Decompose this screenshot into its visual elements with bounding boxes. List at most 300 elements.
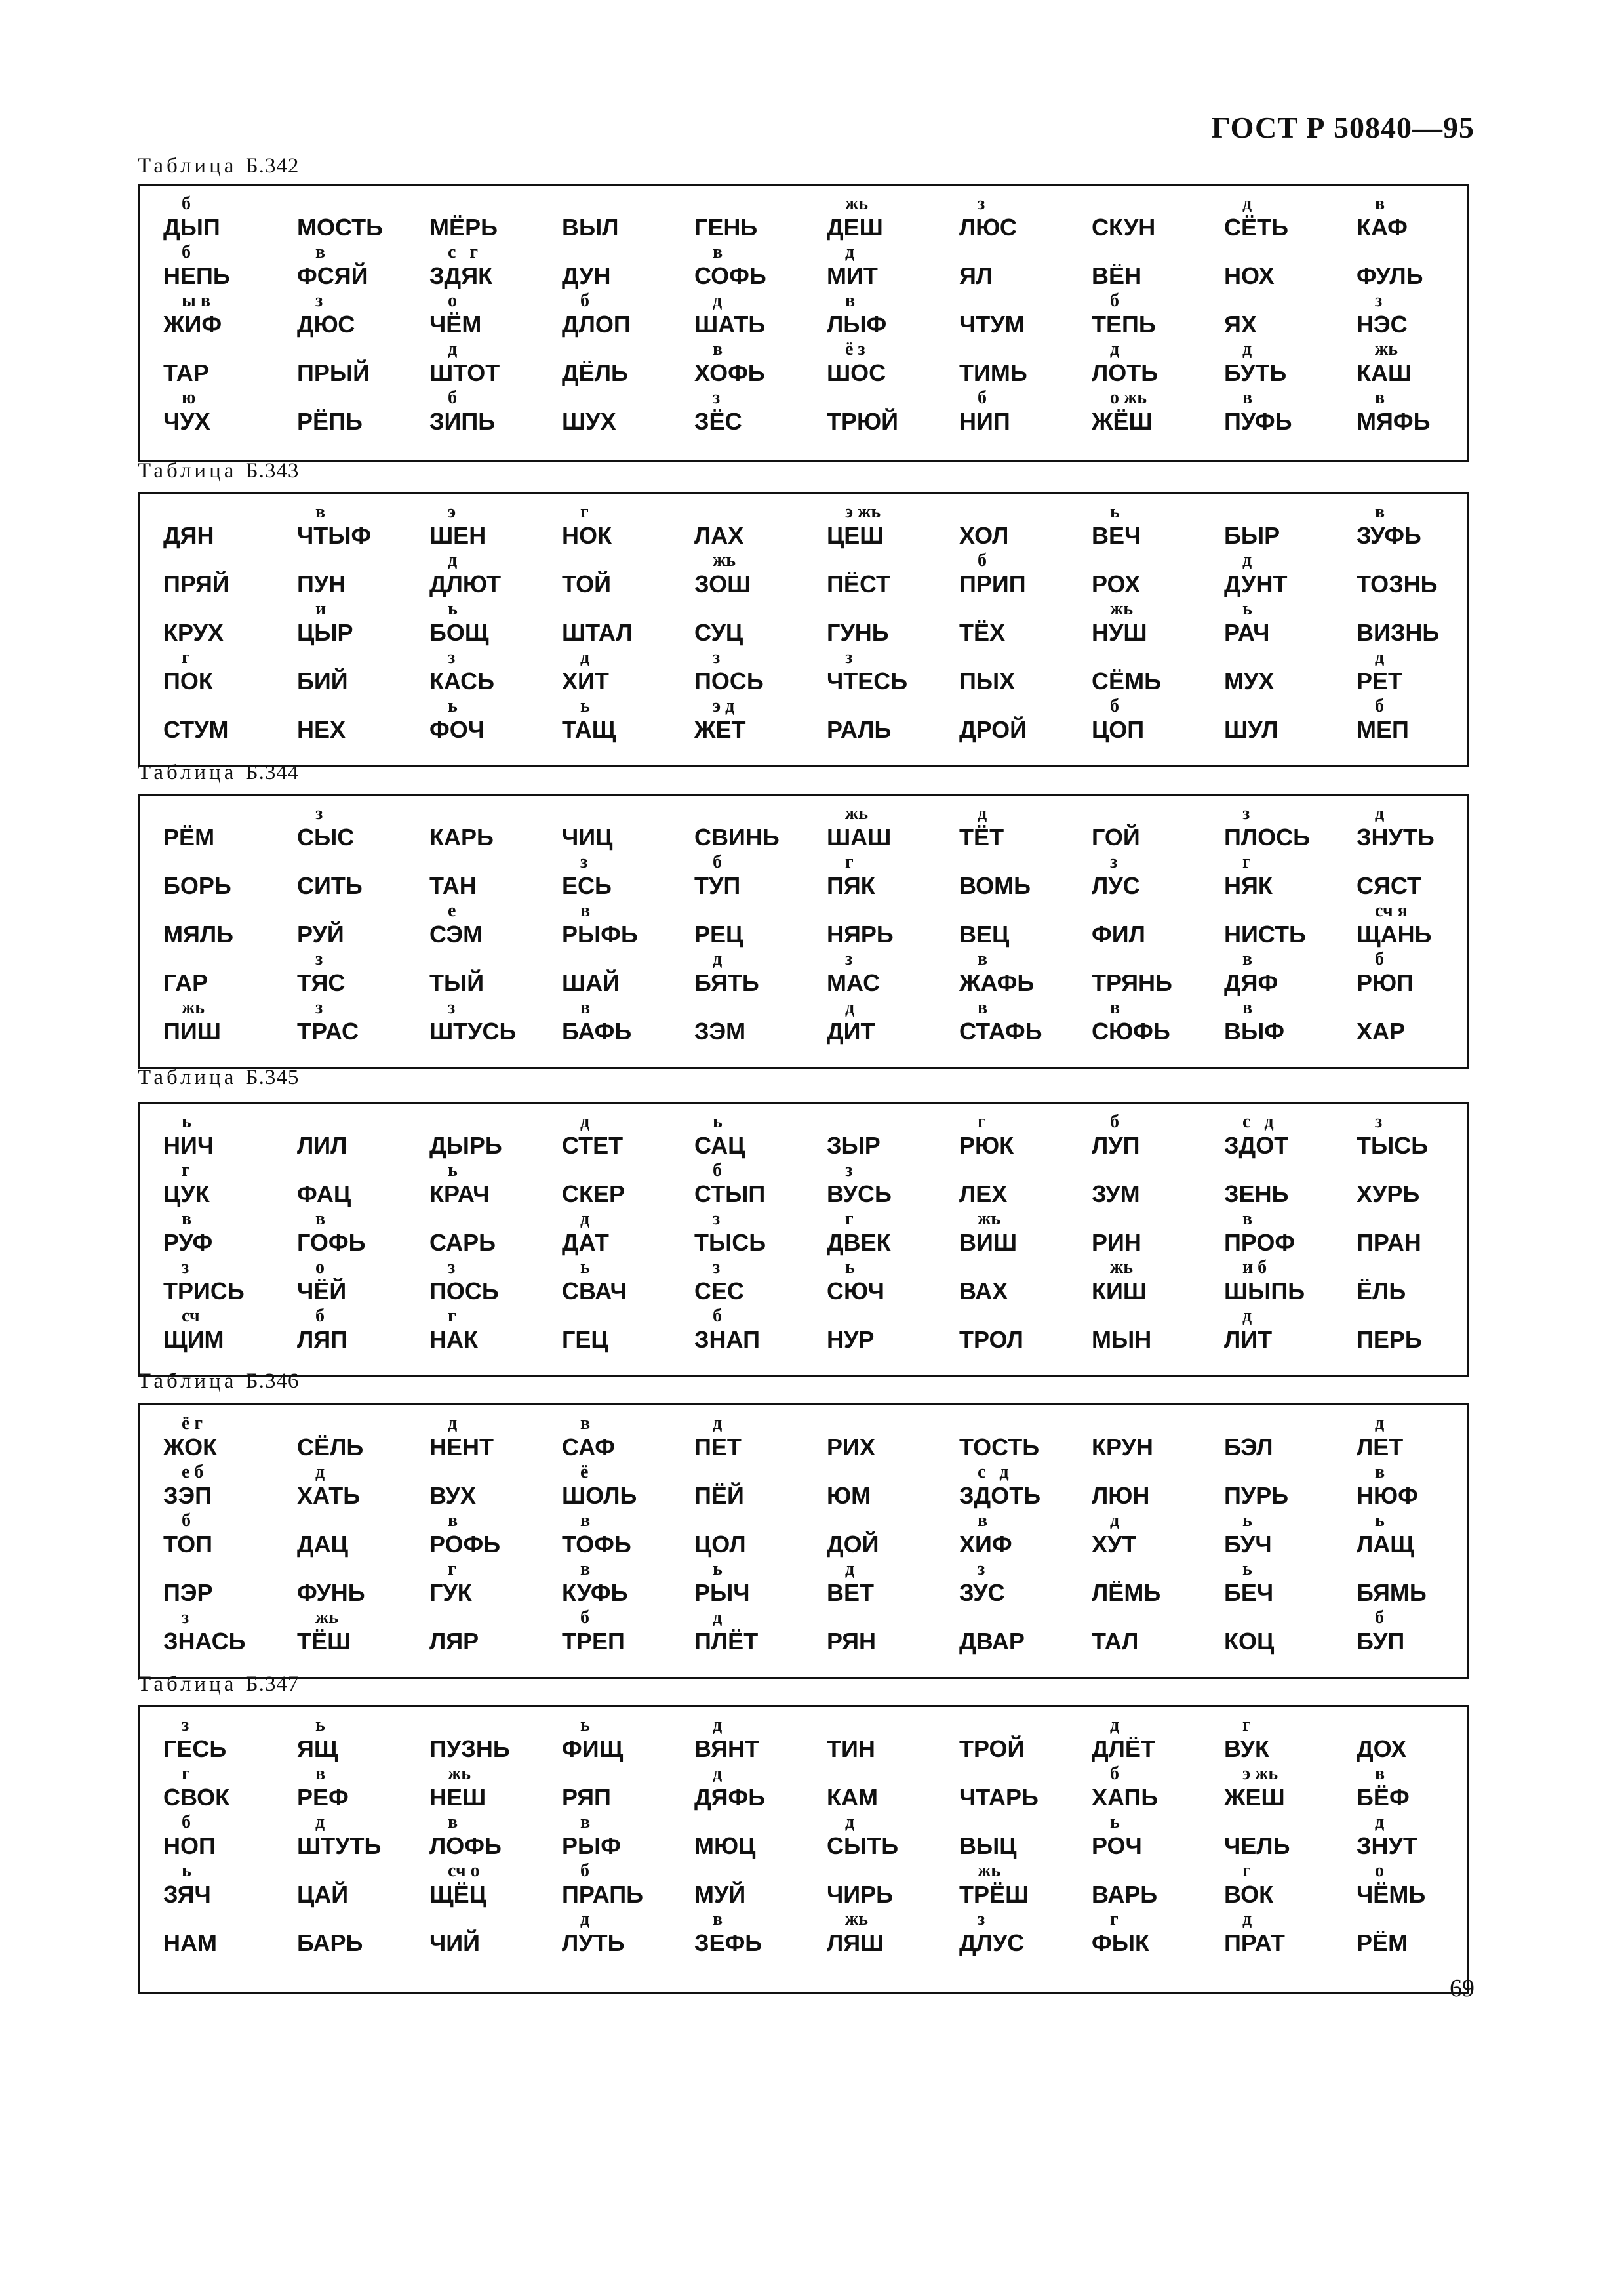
superscript-letters: ь xyxy=(1242,599,1252,619)
superscript-letters: в xyxy=(448,1510,458,1531)
syllable-word: ЛУС xyxy=(1092,872,1140,899)
syllable-cell xyxy=(815,193,948,241)
syllable-cell xyxy=(1345,852,1478,899)
superscript-letters: г xyxy=(1242,1861,1251,1881)
superscript-letters: д xyxy=(1375,803,1385,824)
superscript-letters xyxy=(1357,1559,1478,1580)
superscript-letters: з xyxy=(713,1209,721,1229)
syllable-cell xyxy=(1212,1763,1345,1811)
superscript-letters: д xyxy=(845,1812,855,1832)
syllable-cell xyxy=(285,550,418,597)
syllable-word: ТРИСЬ xyxy=(163,1278,245,1304)
syllable-word: МУХ xyxy=(1224,668,1275,695)
syllable-word: МИТ xyxy=(827,262,878,289)
syllable-table xyxy=(138,184,1469,462)
superscript-letters: д xyxy=(448,339,458,359)
superscript-letters xyxy=(959,1160,1080,1181)
superscript-letters: д xyxy=(713,1607,723,1628)
syllable-word: ПРАН xyxy=(1357,1229,1421,1256)
superscript-letters: о xyxy=(1375,1861,1384,1881)
superscript-letters: г xyxy=(182,1763,190,1784)
syllable-word: ЩЁЦ xyxy=(429,1881,487,1908)
superscript-letters: в xyxy=(713,339,723,359)
superscript-letters: в xyxy=(845,291,856,311)
syllable-word: ВЁН xyxy=(1092,262,1142,289)
syllable-cell xyxy=(1345,997,1478,1045)
syllable-cell xyxy=(151,550,285,597)
syllable-word: ПРОФ xyxy=(1224,1229,1296,1256)
syllable-word: МЯФЬ xyxy=(1357,408,1431,435)
syllable-cell xyxy=(285,803,418,851)
superscript-letters: д xyxy=(580,647,590,668)
syllable-cell xyxy=(1345,502,1478,549)
syllable-cell xyxy=(418,1209,551,1256)
syllable-word: ХУТ xyxy=(1092,1531,1137,1558)
superscript-letters: и xyxy=(315,599,327,619)
syllable-word: КОЦ xyxy=(1224,1628,1275,1655)
syllable-word: РУЙ xyxy=(297,921,344,948)
syllable-cell xyxy=(683,1715,816,1762)
superscript-letters: ь xyxy=(580,1715,590,1735)
superscript-letters: в xyxy=(315,1209,326,1229)
syllable-word: ДУН xyxy=(562,262,611,289)
syllable-word: ВЫЦ xyxy=(959,1832,1017,1859)
superscript-letters xyxy=(827,696,948,717)
syllable-cell xyxy=(285,1306,418,1353)
syllable-word: НАМ xyxy=(163,1929,217,1956)
syllable-word: ЗДОТЬ xyxy=(959,1482,1041,1509)
syllable-word: ЗЕФЬ xyxy=(694,1929,762,1956)
superscript-letters: д xyxy=(978,803,987,824)
syllable-word: ДЕШ xyxy=(827,214,883,241)
syllable-word: ЗНУТЬ xyxy=(1357,824,1435,851)
syllable-cell xyxy=(683,1257,816,1304)
syllable-word: БАФЬ xyxy=(562,1018,632,1045)
superscript-letters: в xyxy=(315,1763,326,1784)
syllable-cell xyxy=(418,502,551,549)
superscript-letters xyxy=(959,852,1080,873)
syllable-word: ДЛОП xyxy=(562,311,631,338)
superscript-letters: о xyxy=(315,1257,325,1278)
syllable-cell xyxy=(1345,193,1478,241)
superscript-letters xyxy=(1224,1160,1345,1181)
superscript-letters xyxy=(1092,900,1213,921)
superscript-letters xyxy=(959,1257,1080,1278)
syllable-word: ЗОШ xyxy=(694,571,751,597)
superscript-letters: б xyxy=(1375,1607,1384,1628)
superscript-letters: б xyxy=(448,388,457,408)
superscript-letters: з xyxy=(315,997,323,1018)
syllable-cell xyxy=(683,1209,816,1256)
syllable-cell xyxy=(1080,339,1213,386)
syllable-cell xyxy=(151,1559,285,1606)
superscript-letters: в xyxy=(182,1209,192,1229)
table-caption-number: Б.345 xyxy=(245,1066,300,1089)
table-caption xyxy=(138,459,299,483)
syllable-word: СВАЧ xyxy=(562,1278,627,1304)
syllable-cell xyxy=(418,900,551,948)
syllable-word: РЫФ xyxy=(562,1832,621,1859)
syllable-word: ЧТУМ xyxy=(959,311,1025,338)
syllable-cell xyxy=(550,502,683,549)
syllable-cell xyxy=(815,1763,948,1811)
document-header: ГОСТ Р 50840—95 xyxy=(1211,111,1475,144)
superscript-letters xyxy=(827,1413,948,1434)
syllable-cell xyxy=(285,900,418,948)
syllable-word: ГУК xyxy=(429,1579,472,1606)
superscript-letters: г xyxy=(1242,852,1251,872)
syllable-word: ТЫСЬ xyxy=(1357,1132,1429,1159)
superscript-letters: ь xyxy=(1242,1510,1252,1531)
superscript-letters xyxy=(1092,1160,1213,1181)
syllable-word: ЗНАСЬ xyxy=(163,1628,246,1655)
superscript-letters: з xyxy=(978,193,985,214)
syllable-cell xyxy=(815,997,948,1045)
superscript-letters xyxy=(827,1861,948,1882)
superscript-letters xyxy=(1224,1607,1345,1628)
syllable-word: ТОЗНЬ xyxy=(1357,571,1438,597)
syllable-cell xyxy=(683,803,816,851)
syllable-word: ПУФЬ xyxy=(1224,408,1292,435)
syllable-word: СТЕТ xyxy=(562,1132,624,1159)
syllable-cell xyxy=(1080,1861,1213,1908)
syllable-cell xyxy=(151,647,285,695)
syllable-cell xyxy=(1080,1909,1213,1956)
superscript-letters: з xyxy=(315,949,323,969)
syllable-word: СЮФЬ xyxy=(1092,1018,1170,1045)
syllable-word: ДОЙ xyxy=(827,1531,879,1558)
syllable-word: ТАН xyxy=(429,872,477,899)
syllable-cell xyxy=(151,1909,285,1956)
syllable-word: ЗДЯК xyxy=(429,262,493,289)
syllable-word: БЯТЬ xyxy=(694,969,759,996)
superscript-letters: б xyxy=(713,1160,722,1180)
syllable-cell xyxy=(418,696,551,743)
syllable-cell xyxy=(815,803,948,851)
syllable-cell xyxy=(285,1909,418,1956)
syllable-word: ЧЕЛЬ xyxy=(1224,1832,1290,1859)
syllable-word: ЦЕШ xyxy=(827,522,884,549)
superscript-letters xyxy=(959,502,1080,523)
syllable-word: ТИМЬ xyxy=(959,359,1027,386)
syllable-word: СИТЬ xyxy=(297,872,363,899)
syllable-cell xyxy=(1345,1861,1478,1908)
syllable-cell xyxy=(1212,900,1345,948)
superscript-letters: г xyxy=(978,1112,986,1132)
syllable-cell xyxy=(815,1510,948,1558)
syllable-cell xyxy=(1080,647,1213,695)
syllable-word: НОП xyxy=(163,1832,216,1859)
syllable-word: ПИШ xyxy=(163,1018,221,1045)
syllable-cell xyxy=(1080,291,1213,338)
syllable-cell xyxy=(418,242,551,289)
syllable-word: КАШ xyxy=(1357,359,1412,386)
syllable-word: СВИНЬ xyxy=(694,824,780,851)
syllable-word: ТЕПЬ xyxy=(1092,311,1156,338)
syllable-cell xyxy=(683,291,816,338)
syllable-cell xyxy=(947,193,1080,241)
superscript-letters xyxy=(1224,1462,1345,1483)
syllable-word: ТИН xyxy=(827,1735,875,1762)
syllable-word: ШТАЛ xyxy=(562,619,633,646)
syllable-cell xyxy=(151,1413,285,1460)
syllable-word: ТРЕП xyxy=(562,1628,625,1655)
syllable-word: ЧЁМЬ xyxy=(1357,1881,1426,1908)
superscript-letters: б xyxy=(978,550,987,571)
syllable-cell xyxy=(285,1763,418,1811)
syllable-cell xyxy=(550,1209,683,1256)
syllable-cell xyxy=(285,1861,418,1908)
superscript-letters: жь xyxy=(315,1607,339,1628)
syllable-word: ХОФЬ xyxy=(694,359,765,386)
syllable-word: ДЁЛЬ xyxy=(562,359,628,386)
syllable-cell xyxy=(1080,949,1213,996)
syllable-cell xyxy=(418,193,551,241)
superscript-letters: д xyxy=(1242,550,1252,571)
syllable-cell xyxy=(815,696,948,743)
superscript-letters xyxy=(1092,242,1213,263)
syllable-cell xyxy=(550,1812,683,1859)
syllable-cell xyxy=(151,1715,285,1762)
superscript-letters: жь xyxy=(1110,1257,1134,1278)
superscript-letters xyxy=(1357,1715,1478,1736)
superscript-letters xyxy=(694,1861,816,1882)
syllable-word: ВЫФ xyxy=(1224,1018,1284,1045)
syllable-cell xyxy=(683,193,816,241)
syllable-word: ДЛУС xyxy=(959,1929,1025,1956)
syllable-cell xyxy=(1080,1112,1213,1159)
syllable-word: ЛЮН xyxy=(1092,1482,1150,1509)
syllable-word: ТЁХ xyxy=(959,619,1006,646)
superscript-letters: б xyxy=(580,1861,589,1881)
syllable-word: ФУЛЬ xyxy=(1357,262,1423,289)
syllable-word: ТОЙ xyxy=(562,571,611,597)
syllable-table xyxy=(138,1403,1469,1679)
table-caption-number: Б.343 xyxy=(245,459,300,483)
syllable-cell xyxy=(550,1510,683,1558)
syllable-cell xyxy=(418,550,551,597)
syllable-word: ЛЯШ xyxy=(827,1929,884,1956)
superscript-letters xyxy=(1357,852,1478,873)
syllable-word: РЮП xyxy=(1357,969,1414,996)
syllable-word: РЁПЬ xyxy=(297,408,363,435)
superscript-letters: ь xyxy=(448,696,458,716)
syllable-cell xyxy=(550,1257,683,1304)
syllable-word: НИЧ xyxy=(163,1132,214,1159)
syllable-word: РЯН xyxy=(827,1628,876,1655)
superscript-letters: д xyxy=(448,1413,458,1434)
syllable-cell xyxy=(1345,1257,1478,1304)
syllable-cell xyxy=(683,599,816,646)
syllable-word: ВУХ xyxy=(429,1482,477,1509)
syllable-word: ЛОФЬ xyxy=(429,1832,502,1859)
superscript-letters: ё з xyxy=(845,339,865,359)
syllable-cell xyxy=(151,803,285,851)
syllable-word: ДАЦ xyxy=(297,1531,348,1558)
syllable-cell xyxy=(683,1413,816,1460)
syllable-word: ХУРЬ xyxy=(1357,1180,1420,1207)
syllable-cell xyxy=(1345,900,1478,948)
syllable-cell xyxy=(1212,1160,1345,1207)
syllable-cell xyxy=(947,1413,1080,1460)
syllable-cell xyxy=(151,1510,285,1558)
syllable-cell xyxy=(285,696,418,743)
syllable-cell xyxy=(683,1510,816,1558)
syllable-word: БОРЬ xyxy=(163,872,231,899)
superscript-letters xyxy=(562,1763,683,1784)
superscript-letters: г xyxy=(182,647,190,668)
syllable-word: ПУН xyxy=(297,571,346,597)
syllable-cell xyxy=(815,550,948,597)
syllable-word: ЛАЩ xyxy=(1357,1531,1414,1558)
syllable-cell xyxy=(1080,1462,1213,1509)
syllable-word: ПРЯЙ xyxy=(163,571,229,597)
superscript-letters: в xyxy=(448,1812,458,1832)
syllable-word: КИШ xyxy=(1092,1278,1147,1304)
superscript-letters xyxy=(959,1607,1080,1628)
syllable-word: ШОЛЬ xyxy=(562,1482,637,1509)
superscript-letters: б xyxy=(580,1607,589,1628)
syllable-cell xyxy=(1212,291,1345,338)
superscript-letters xyxy=(163,1559,285,1580)
syllable-table xyxy=(138,492,1469,767)
superscript-letters: з xyxy=(713,647,721,668)
syllable-word: ЦУК xyxy=(163,1180,210,1207)
syllable-word: ДЫП xyxy=(163,214,220,241)
superscript-letters: ь xyxy=(182,1112,191,1132)
superscript-letters xyxy=(1224,1413,1345,1434)
syllable-cell xyxy=(947,803,1080,851)
syllable-cell xyxy=(1080,1763,1213,1811)
syllable-word: НЯК xyxy=(1224,872,1273,899)
syllable-cell xyxy=(1212,1510,1345,1558)
superscript-letters xyxy=(827,1306,948,1327)
superscript-letters: б xyxy=(315,1306,325,1326)
syllable-cell xyxy=(1212,1112,1345,1159)
syllable-cell xyxy=(815,1306,948,1353)
syllable-word: БЭЛ xyxy=(1224,1434,1273,1460)
syllable-word: МЁРЬ xyxy=(429,214,498,241)
syllable-cell xyxy=(815,599,948,646)
syllable-word: КУФЬ xyxy=(562,1579,628,1606)
syllable-word: ВЫЛ xyxy=(562,214,619,241)
superscript-letters xyxy=(1357,1160,1478,1181)
syllable-cell xyxy=(550,997,683,1045)
syllable-word: ЯЛ xyxy=(959,262,993,289)
syllable-word: РЫФЬ xyxy=(562,921,638,948)
syllable-word: СУЦ xyxy=(694,619,743,646)
syllable-cell xyxy=(285,647,418,695)
syllable-word: ДУНТ xyxy=(1224,571,1288,597)
syllable-word: ВИЗНЬ xyxy=(1357,619,1440,646)
syllable-cell xyxy=(1212,1861,1345,1908)
superscript-letters xyxy=(1092,1306,1213,1327)
superscript-letters xyxy=(562,803,683,824)
syllable-cell xyxy=(418,1462,551,1509)
syllable-cell xyxy=(151,242,285,289)
superscript-letters: ь xyxy=(1375,1510,1385,1531)
syllable-word: СЁМЬ xyxy=(1092,668,1161,695)
superscript-letters: б xyxy=(1375,949,1384,969)
syllable-word: ХАР xyxy=(1357,1018,1406,1045)
syllable-word: ТЫСЬ xyxy=(694,1229,766,1256)
syllable-cell xyxy=(947,1257,1080,1304)
syllable-cell xyxy=(815,1209,948,1256)
syllable-word: ФСЯЙ xyxy=(297,262,368,289)
superscript-letters: в xyxy=(580,900,591,921)
syllable-cell xyxy=(815,900,948,948)
syllable-cell xyxy=(418,1763,551,1811)
syllable-cell xyxy=(947,1209,1080,1256)
syllable-word: ЩАНЬ xyxy=(1357,921,1432,948)
superscript-letters: ы в xyxy=(182,291,210,311)
syllable-cell xyxy=(550,803,683,851)
syllable-word: НОХ xyxy=(1224,262,1275,289)
syllable-word: СЭМ xyxy=(429,921,483,948)
syllable-word: РАЛЬ xyxy=(827,716,892,743)
superscript-letters xyxy=(1357,1209,1478,1230)
syllable-word: ВАРЬ xyxy=(1092,1881,1158,1908)
syllable-cell xyxy=(1212,1413,1345,1460)
syllable-word: ЛЕТ xyxy=(1357,1434,1404,1460)
syllable-word: СКЕР xyxy=(562,1180,625,1207)
superscript-letters: жь xyxy=(978,1209,1001,1229)
superscript-letters xyxy=(827,1510,948,1531)
superscript-letters xyxy=(297,900,418,921)
syllable-word: ДВАР xyxy=(959,1628,1025,1655)
superscript-letters xyxy=(429,1112,551,1133)
syllable-word: СТАФЬ xyxy=(959,1018,1042,1045)
syllable-word: ЗДОТ xyxy=(1224,1132,1289,1159)
syllable-cell xyxy=(1212,193,1345,241)
superscript-letters: в xyxy=(580,1559,591,1579)
syllable-cell xyxy=(550,1909,683,1956)
syllable-cell xyxy=(418,1861,551,1908)
superscript-letters: д xyxy=(1242,339,1252,359)
syllable-word: ФИЩ xyxy=(562,1735,624,1762)
syllable-cell xyxy=(550,193,683,241)
syllable-word: ЗНАП xyxy=(694,1326,760,1353)
superscript-letters xyxy=(1092,949,1213,970)
syllable-cell xyxy=(683,1462,816,1509)
syllable-word: СЁЛЬ xyxy=(297,1434,364,1460)
syllable-word: ПРАТ xyxy=(1224,1929,1285,1956)
syllable-word: ДЯФ xyxy=(1224,969,1278,996)
syllable-word: ХИФ xyxy=(959,1531,1012,1558)
superscript-letters: жь xyxy=(182,997,205,1018)
syllable-word: ШЕН xyxy=(429,522,486,549)
syllable-cell xyxy=(815,1462,948,1509)
superscript-letters: с д xyxy=(1242,1112,1274,1132)
syllable-cell xyxy=(1345,1462,1478,1509)
superscript-letters xyxy=(562,1306,683,1327)
superscript-letters xyxy=(1357,1257,1478,1278)
syllable-word: ЧИЦ xyxy=(562,824,613,851)
syllable-word: ДОХ xyxy=(1357,1735,1407,1762)
syllable-cell xyxy=(418,1510,551,1558)
syllable-word: ЖЕТ xyxy=(694,716,746,743)
superscript-letters: в xyxy=(315,242,326,262)
syllable-word: РЯП xyxy=(562,1784,611,1811)
syllable-word: СТЫП xyxy=(694,1180,766,1207)
syllable-cell xyxy=(1080,1812,1213,1859)
syllable-cell xyxy=(151,291,285,338)
superscript-letters xyxy=(297,647,418,668)
syllable-word: НИП xyxy=(959,408,1010,435)
superscript-letters: з xyxy=(182,1607,189,1628)
syllable-word: КРУН xyxy=(1092,1434,1153,1460)
syllable-cell xyxy=(550,1160,683,1207)
